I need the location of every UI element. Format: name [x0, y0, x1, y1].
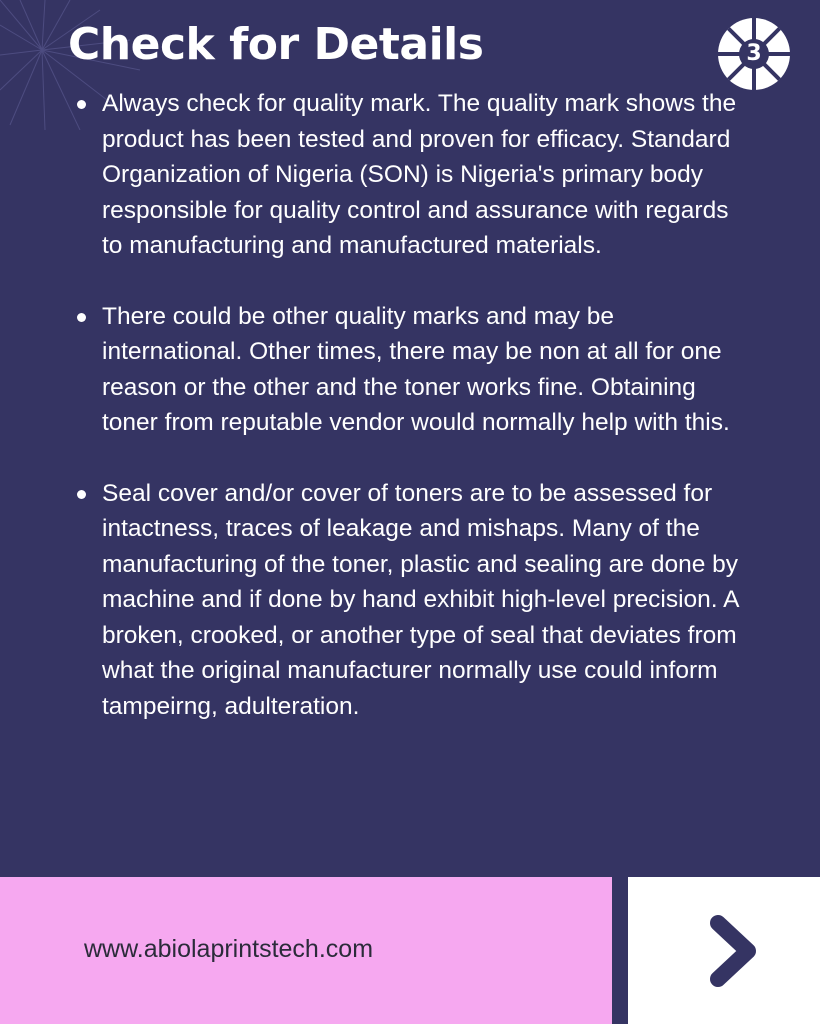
website-link[interactable]: www.abiolaprintstech.com	[84, 935, 374, 963]
bullet-text: Seal cover and/or cover of toners are to be assessed for intactness, traces of leakage and mishaps. Many of the manufacturing of the toner, plastic and sealing are done by machine and if done by hand exhibit high-level precision. A broken, crooked, or another type of seal that deviates from what the original manufacturer normally use could inform tampeirng, adulteration.	[102, 479, 739, 720]
page-title: Check for Details	[68, 19, 484, 70]
bullet-dot-icon	[77, 100, 86, 109]
bullet-list	[74, 86, 754, 759]
bullet-dot-icon	[77, 313, 86, 322]
page-number: 3	[746, 41, 762, 66]
chevron-right-icon	[690, 905, 780, 997]
page-number-badge	[717, 17, 791, 91]
next-page-button[interactable]	[690, 905, 780, 997]
bullet-item-quality-mark	[74, 86, 754, 264]
bullet-item-other-marks	[74, 299, 754, 441]
bullet-item-seal-cover	[74, 476, 754, 725]
bullet-text: There could be other quality marks and may be international. Other times, there may be non at all for one reason or the other and the toner works fine. Obtaining toner from reputable vendor would normally help with this.	[102, 302, 730, 436]
bullet-text: Always check for quality mark. The quality mark shows the product has been tested and proven for efficacy. Standard Organization of Nigeria (SON) is Nigeria's primary body responsible for quality control and assurance with regards to manufacturing and manufactured materials.	[102, 90, 737, 259]
bullet-dot-icon	[77, 490, 86, 499]
